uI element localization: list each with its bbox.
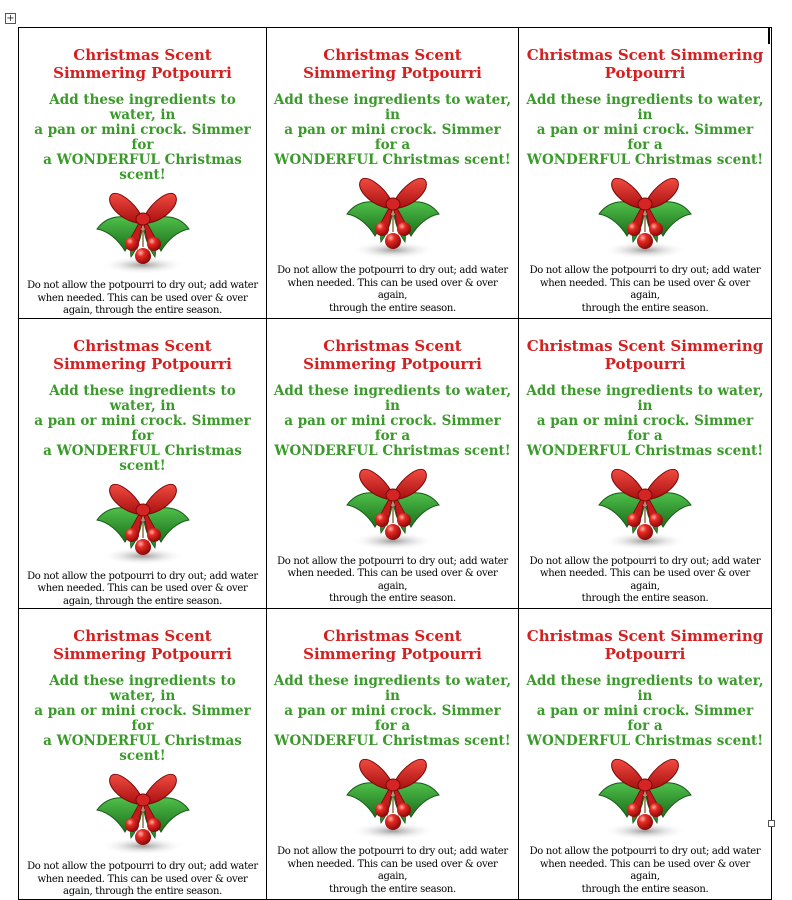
label-title: Christmas Scent Simmering Potpourri [303,46,482,82]
label-note: Do not allow the potpourri to dry out; add water when needed. This can be used over & over again, through the entire season. [27,280,258,316]
label-row [19,609,772,900]
label-row [19,28,772,319]
christmas-bow-icon [519,751,771,846]
table-resize-handle-icon[interactable] [768,820,775,827]
label-instructions: Add these ingredients to water, in a pan or mini crock. Simmer for a WONDERFUL Christmas scent! [526,92,764,168]
label-instructions: Add these ingredients to water, in a pan or mini crock. Simmer for a WONDERFUL Christmas scent! [34,92,251,183]
christmas-bow-icon [519,461,771,556]
label-note: Do not allow the potpourri to dry out; add water when needed. This can be used over & over again, through the entire season. [27,861,258,897]
label-cell[interactable] [519,28,772,319]
label-note: Do not allow the potpourri to dry out; add water when needed. This can be used over & over again, through the entire season. [529,555,761,604]
label-cell[interactable] [267,318,519,609]
label-grid-table [18,27,772,900]
label-title: Christmas Scent Simmering Potpourri [526,336,764,373]
table-move-handle-icon[interactable]: + [6,13,15,24]
label-title: Christmas Scent Simmering Potpourri [303,627,482,663]
label-instructions: Add these ingredients to water, in a pan or mini crock. Simmer for a WONDERFUL Christmas scent! [526,382,764,459]
christmas-bow-icon [267,461,518,556]
label-cell[interactable] [19,318,267,609]
christmas-bow-icon [19,185,266,280]
label-instructions: Add these ingredients to water, in a pan or mini crock. Simmer for a WONDERFUL Christmas scent! [34,382,251,474]
christmas-bow-icon [19,766,266,861]
label-note: Do not allow the potpourri to dry out; add water when needed. This can be used over & over again, through the entire season. [529,846,761,895]
christmas-bow-icon [19,476,266,571]
label-cell[interactable] [267,609,519,900]
christmas-bow-icon [519,170,771,265]
label-cell[interactable] [19,609,267,900]
label-title: Christmas Scent Simmering Potpourri [53,46,232,82]
label-instructions: Add these ingredients to water, in a pan or mini crock. Simmer for a WONDERFUL Christmas scent! [273,92,512,168]
label-cell[interactable] [267,28,519,319]
label-note: Do not allow the potpourri to dry out; add water when needed. This can be used over & over again, through the entire season. [277,846,508,895]
label-instructions: Add these ingredients to water, in a pan or mini crock. Simmer for a WONDERFUL Christmas scent! [273,382,512,459]
label-title: Christmas Scent Simmering Potpourri [526,627,764,663]
label-row [19,318,772,609]
label-note: Do not allow the potpourri to dry out; add water when needed. This can be used over & over again, through the entire season. [27,570,258,607]
christmas-bow-icon [267,751,518,846]
label-note: Do not allow the potpourri to dry out; add water when needed. This can be used over & over again, through the entire season. [529,265,761,314]
label-instructions: Add these ingredients to water, in a pan or mini crock. Simmer for a WONDERFUL Christmas scent! [273,673,512,749]
label-cell[interactable] [519,318,772,609]
label-note: Do not allow the potpourri to dry out; add water when needed. This can be used over & over again, through the entire season. [277,555,508,604]
label-cell[interactable] [519,609,772,900]
label-title: Christmas Scent Simmering Potpourri [53,336,232,373]
label-cell[interactable] [19,28,267,319]
label-note: Do not allow the potpourri to dry out; add water when needed. This can be used over & over again, through the entire season. [277,265,508,314]
label-instructions: Add these ingredients to water, in a pan or mini crock. Simmer for a WONDERFUL Christmas scent! [34,673,251,764]
label-title: Christmas Scent Simmering Potpourri [303,336,482,373]
label-title: Christmas Scent Simmering Potpourri [53,627,232,663]
label-title: Christmas Scent Simmering Potpourri [526,46,764,82]
christmas-bow-icon [267,170,518,265]
label-instructions: Add these ingredients to water, in a pan or mini crock. Simmer for a WONDERFUL Christmas scent! [526,673,764,749]
